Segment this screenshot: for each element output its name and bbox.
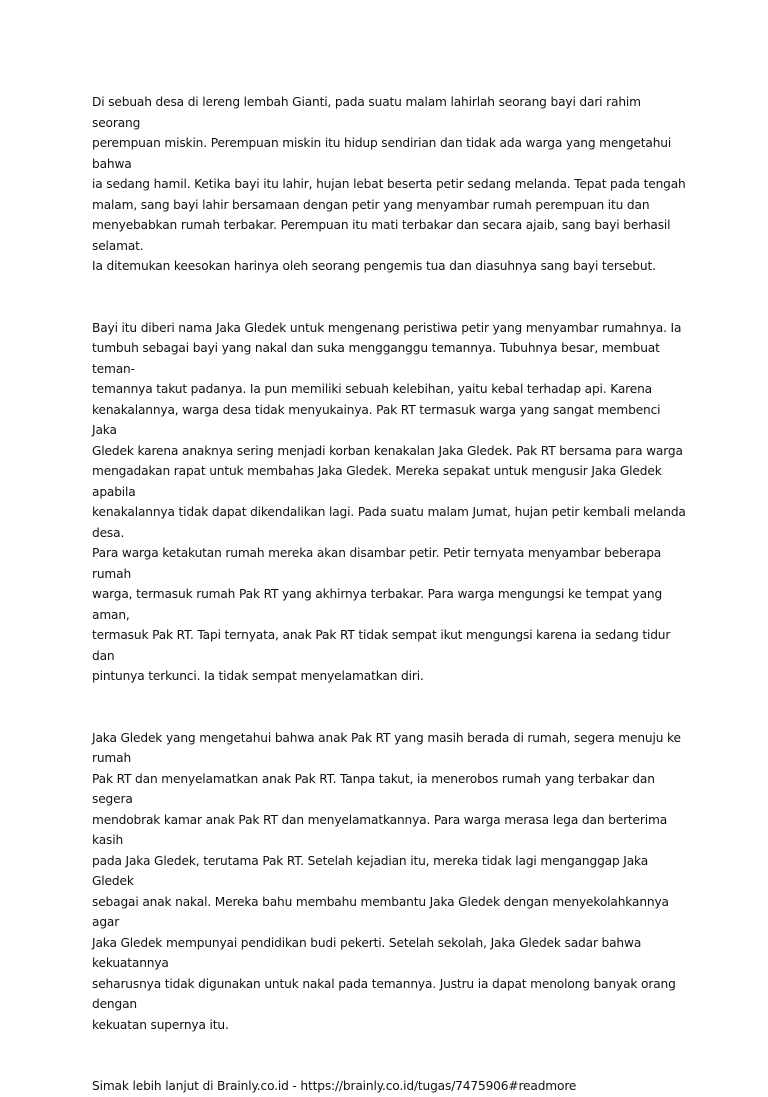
paragraph-3: Jaka Gledek yang mengetahui bahwa anak Pak RT yang masih berada di rumah, segera menuju ke rumah Pak RT dan menyelamatkan anak Pak RT. Tanpa takut, ia menerobos rumah yang terbakar dan segera mendobrak kamar anak Pak RT dan menyelamatkannya. Para warga merasa lega dan berterima kasih pada Jaka Gledek, terutama Pak RT. Setelah kejadian itu, mereka tidak lagi menganggap Jaka Gledek sebagai anak nakal. Mereka bahu membahu membantu Jaka Gledek dengan menyekolahkannya agar Jaka Gledek mempunyai pendidikan budi pekerti. Setelah sekolah, Jaka Gledek sadar bahwa kekuatannya seharusnya tidak digunakan untuk nakal pada temannya. Justru ia dapat menolong banyak orang dengan kekuatan supernya itu. (92, 730, 681, 1032)
source-link-text: Simak lebih lanjut di Brainly.co.id - https://brainly.co.id/tugas/7475906#readmore (92, 1079, 577, 1093)
paragraph-2: Bayi itu diberi nama Jaka Gledek untuk mengenang peristiwa petir yang menyambar rumahnya. Ia tumbuh sebagai bayi yang nakal dan suka mengganggu temannya. Tubuhnya besar, membuat teman- temannya takut padanya. Ia pun memiliki sebuah kelebihan, yaitu kebal terhadap api. Karena kenakalannya, warga desa tidak menyukainya. Pak RT termasuk warga yang sangat membenci Jaka Gledek karena anaknya sering menjadi korban kenakalan Jaka Gledek. Pak RT bersama para warga mengadakan rapat untuk membahas Jaka Gledek. Mereka sepakat untuk mengusir Jaka Gledek apabila kenakalannya tidak dapat dikendalikan lagi. Pada suatu malam Jumat, hujan petir kembali melanda desa. Para warga ketakutan rumah mereka akan disambar petir. Petir ternyata menyambar beberapa rumah warga, termasuk rumah Pak RT yang akhirnya terbakar. Para warga mengungsi ke tempat yang aman, termasuk Pak RT. Tapi ternyata, anak Pak RT tidak sempat ikut mengungsi karena ia sedang tidur dan pintunya terkunci. Ia tidak sempat menyelamatkan diri. (92, 320, 686, 683)
paragraph-1: Di sebuah desa di lereng lembah Gianti, pada suatu malam lahirlah seorang bayi dari rahim seorang perempuan miskin. Perempuan miskin itu hidup sendirian dan tidak ada warga yang mengetahui bahwa ia sedang hamil. Ketika bayi itu lahir, hujan lebat beserta petir sedang melanda. Tepat pada tengah malam, sang bayi lahir bersamaan dengan petir yang menyambar rumah perempuan itu dan menyebabkan rumah terbakar. Perempuan itu mati terbakar dan secara ajaib, sang bayi berhasil selamat. Ia ditemukan keesokan harinya oleh seorang pengemis tua dan diasuhnya sang bayi tersebut. (92, 95, 686, 273)
document-body (92, 92, 688, 1097)
